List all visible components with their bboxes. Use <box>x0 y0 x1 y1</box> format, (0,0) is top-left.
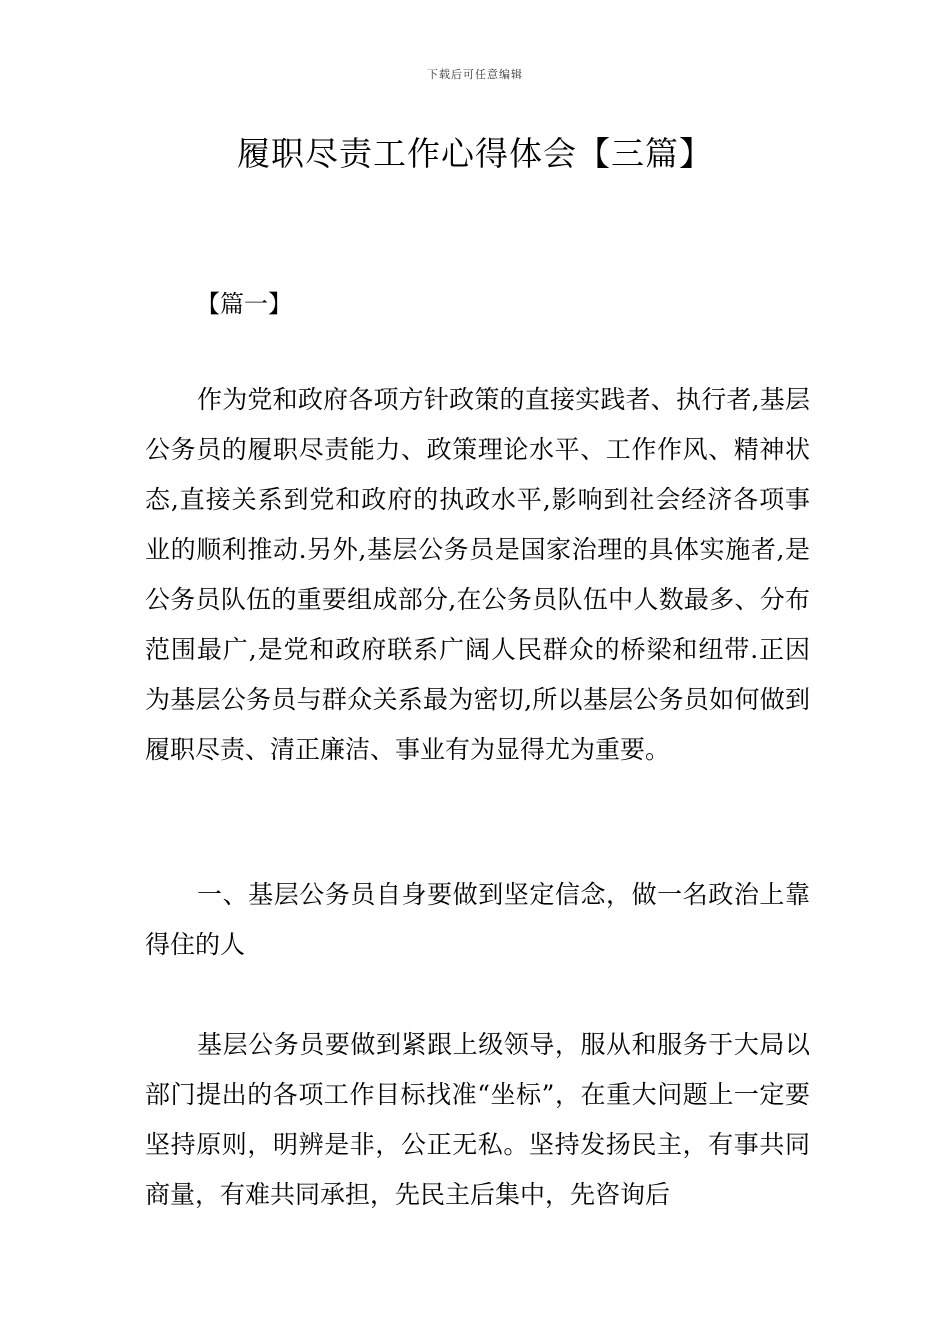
section-heading-1: 一、基层公务员自身要做到坚定信念，做一名政治上靠得住的人 <box>145 880 810 959</box>
body-paragraph-1: 基层公务员要做到紧跟上级领导，服从和服务于大局以部门提出的各项工作目标找准“坐标”，在重大问题上一定要坚持原则，明辨是非，公正无私。坚持发扬民主，有事共同商量，有难共同承担，先民主后集中，先咨询后 <box>145 1030 810 1209</box>
document-title: 履职尽责工作心得体会【三篇】 <box>237 134 713 173</box>
section-label: 【篇一】 <box>196 290 292 318</box>
header-note: 下载后可任意编辑 <box>427 68 523 81</box>
intro-paragraph: 作为党和政府各项方针政策的直接实践者、执行者,基层公务员的履职尽责能力、政策理论水平、工作作风、精神状态,直接关系到党和政府的执政水平,影响到社会经济各项事业的顺利推动.另外,基层公务员是国家治理的具体实施者,是公务员队伍的重要组成部分,在公务员队伍中人数最多、分布范围最广,是党和政府联系广阔人民群众的桥梁和纽带.正因为基层公务员与群众关系最为密切,所以基层公务员如何做到履职尽责、清正廉洁、事业有为显得尤为重要。 <box>145 385 810 764</box>
